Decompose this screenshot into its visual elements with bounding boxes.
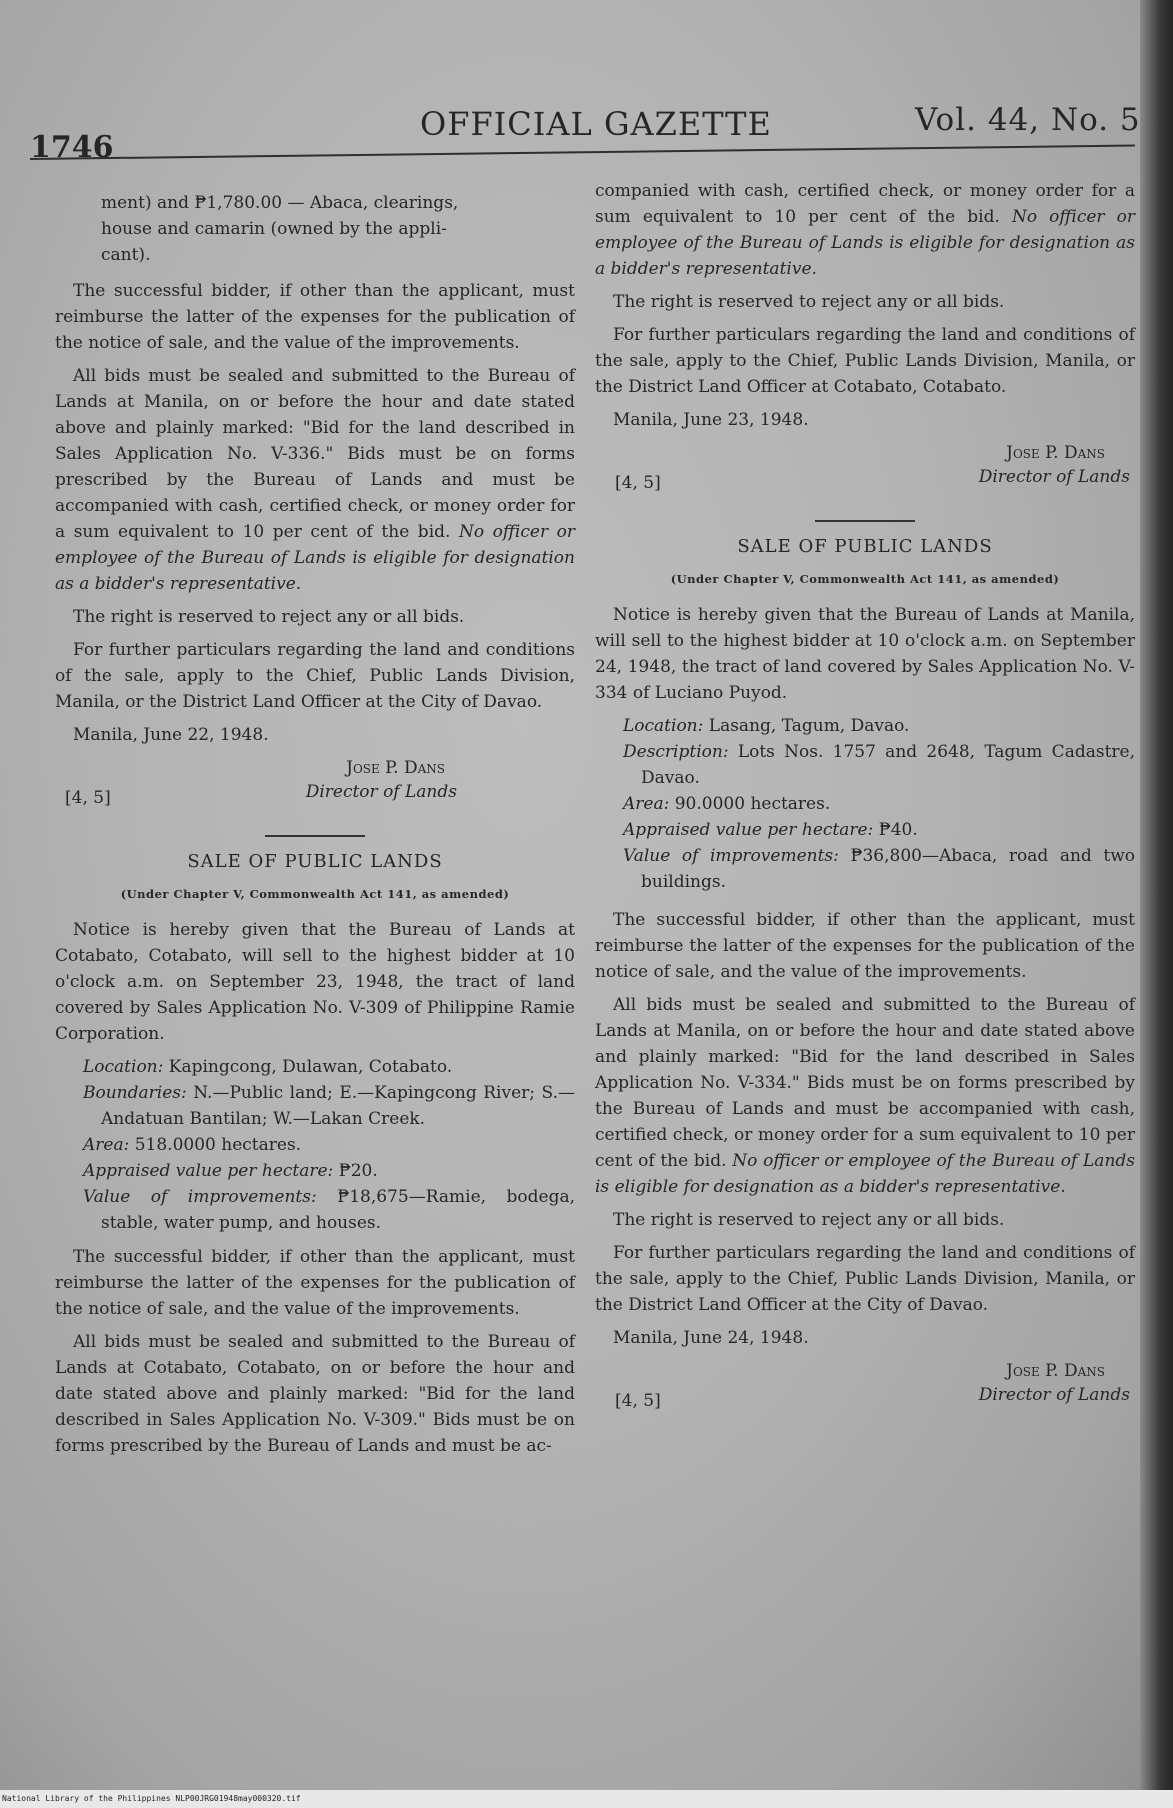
bids-paragraph: All bids must be sealed and submitted to the Bureau of Lands at Cotabato, Cotabato, on or before the hour and date stated above and plainly marked: "Bid for the land described in Sales Application No. V-309." Bids must be on forms prescribed by the Bureau of Lands and must be ac- (55, 1332, 575, 1456)
field-value: ₱40. (878, 820, 918, 840)
field-value: ₱36,800—Abaca, road and two buildings. (641, 846, 1136, 892)
signatory-title: Director of Lands (978, 467, 1130, 487)
improvements-field (55, 1184, 575, 1236)
field-value: Kapingcong, Dulawan, Cotabato. (168, 1057, 453, 1077)
improvements-field (595, 843, 1135, 895)
continued-entry-line: house and camarin (owned by the appli- (101, 219, 447, 239)
reimburse-paragraph: The successful bidder, if other than the applicant, must reimburse the latter of the expenses for the publication of the notice of sale, and the value of the improvements. (595, 910, 1135, 982)
continued-paragraph (595, 178, 1135, 282)
particulars-paragraph: For further particulars regarding the land and conditions of the sale, apply to the Chief, Public Lands Division, Manila, or the District Land Officer at Cotabato, Cotabato. (595, 325, 1135, 397)
field-value: ₱18,675—Ramie, bodega, stable, water pump, and houses. (101, 1187, 576, 1233)
left-column (55, 190, 575, 1466)
field-label: Appraised value per hectare: (623, 820, 874, 840)
reimburse-paragraph: The successful bidder, if other than the applicant, must reimburse the latter of the expenses for the publication of the notice of sale, and the value of the improvements. (55, 1247, 575, 1319)
issue-reference: [4, 5] (615, 473, 661, 493)
field-value: Lasang, Tagum, Davao. (708, 716, 910, 736)
signature-block (55, 755, 575, 817)
section-title: SALE OF PUBLIC LANDS (187, 851, 443, 872)
section-title: SALE OF PUBLIC LANDS (737, 536, 993, 557)
bids-text: All bids must be sealed and submitted to the Bureau of Lands at Manila, on or before the hour and date stated above and plainly marked: "Bid for the land described in Sales Application No. V-336." Bids must be on forms prescribed by the Bureau of Lands and must be accompanied with cash, certified check, or money order for a sum equivalent to 10 per cent of the bid. (55, 366, 575, 542)
field-label: Appraised value per hectare: (83, 1161, 334, 1181)
reject-paragraph: The right is reserved to reject any or all bids. (613, 292, 1005, 312)
description-field (595, 739, 1135, 791)
notice-paragraph: Notice is hereby given that the Bureau of Lands at Manila, will sell to the highest bidder at 10 o'clock a.m. on September 24, 1948, the tract of land covered by Sales Application No. V-334 of Luciano Puyod. (595, 605, 1135, 703)
bids-italic-note: No officer or employee of the Bureau of Lands is eligible for designation as a bidder's representative. (55, 522, 575, 594)
appraised-field (55, 1158, 575, 1184)
signatory-name: Jose P. Dans (1006, 1361, 1105, 1381)
reject-paragraph: The right is reserved to reject any or all bids. (73, 607, 465, 627)
reimburse-paragraph: The successful bidder, if other than the applicant, must reimburse the latter of the expenses for the publication of the notice of sale, and the value of the improvements. (55, 281, 575, 353)
right-column (595, 178, 1135, 1424)
notice-paragraph: Notice is hereby given that the Bureau of Lands at Cotabato, Cotabato, will sell to the highest bidder at 10 o'clock a.m. on September 23, 1948, the tract of land covered by Sales Application No. V-309 of Philippine Ramie Corporation. (55, 920, 575, 1044)
signatory-title: Director of Lands (305, 782, 457, 802)
location-field (55, 1054, 575, 1080)
reject-paragraph: The right is reserved to reject any or all bids. (613, 1210, 1005, 1230)
continued-entry-line: ment) and ₱1,780.00 — Abaca, clearings, (101, 193, 459, 213)
dateline: Manila, June 22, 1948. (73, 725, 269, 745)
section-rule (265, 835, 365, 837)
appraised-field (595, 817, 1135, 843)
signatory-name: Jose P. Dans (346, 758, 445, 778)
section-subtitle: (Under Chapter V, Commonwealth Act 141, as amended) (670, 572, 1060, 586)
signature-block (595, 1358, 1135, 1420)
continued-italic-note: No officer or employee of the Bureau of Lands is eligible for designation as a bidder's representative. (595, 207, 1135, 279)
scan-footer: National Library of the Philippines NLP00JRG01948may000320.tif (2, 1794, 301, 1803)
field-label: Area: (623, 794, 670, 814)
field-label: Location: (83, 1057, 164, 1077)
field-label: Boundaries: (83, 1083, 187, 1103)
signatory-title: Director of Lands (978, 1385, 1130, 1405)
bids-paragraph (55, 363, 575, 597)
particulars-paragraph: For further particulars regarding the land and conditions of the sale, apply to the Chief, Public Lands Division, Manila, or the District Land Officer at the City of Davao. (55, 640, 575, 712)
location-field (595, 713, 1135, 739)
page-number: 1746 (30, 130, 114, 165)
page-edge-shadow (1140, 0, 1173, 1790)
bids-italic-note: No officer or employee of the Bureau of Lands is eligible for designation as a bidder's representative. (595, 1151, 1135, 1197)
field-label: Value of improvements: (83, 1187, 317, 1207)
section-subtitle: (Under Chapter V, Commonwealth Act 141, as amended) (120, 887, 510, 901)
field-label: Location: (623, 716, 704, 736)
section-rule (815, 520, 915, 522)
field-label: Area: (83, 1135, 130, 1155)
field-value: ₱20. (338, 1161, 378, 1181)
area-field (55, 1132, 575, 1158)
continued-entry-line: cant). (101, 245, 151, 265)
field-value: N.—Public land; E.—Kapingcong River; S.—Andatuan Bantilan; W.—Lakan Creek. (101, 1083, 576, 1129)
bids-paragraph (595, 992, 1135, 1200)
field-value: Lots Nos. 1757 and 2648, Tagum Cadastre, Davao. (641, 742, 1135, 788)
journal-title: OFFICIAL GAZETTE (420, 105, 772, 143)
dateline: Manila, June 24, 1948. (613, 1328, 809, 1348)
field-value: 90.0000 hectares. (674, 794, 831, 814)
issue-reference: [4, 5] (615, 1391, 661, 1411)
field-value: 518.0000 hectares. (134, 1135, 302, 1155)
particulars-paragraph: For further particulars regarding the land and conditions of the sale, apply to the Chief, Public Lands Division, Manila, or the District Land Officer at the City of Davao. (595, 1243, 1135, 1315)
boundaries-field (55, 1080, 575, 1132)
signatory-name: Jose P. Dans (1006, 443, 1105, 463)
field-label: Description: (623, 742, 729, 762)
volume-number: Vol. 44, No. 5 (915, 102, 1141, 138)
issue-reference: [4, 5] (65, 788, 111, 808)
field-label: Value of improvements: (623, 846, 839, 866)
area-field (595, 791, 1135, 817)
bids-text: All bids must be sealed and submitted to the Bureau of Lands at Manila, on or before the hour and date stated above and plainly marked: "Bid for the land described in Sales Application No. V-334." Bids must be on forms prescribed by the Bureau of Lands and must be accompanied with cash, certified check, or money order for a sum equivalent to 10 per cent of the bid. (595, 995, 1135, 1171)
dateline: Manila, June 23, 1948. (613, 410, 809, 430)
continued-text: companied with cash, certified check, or money order for a sum equivalent to 10 per cent of the bid. (595, 181, 1135, 227)
signature-block (595, 440, 1135, 502)
